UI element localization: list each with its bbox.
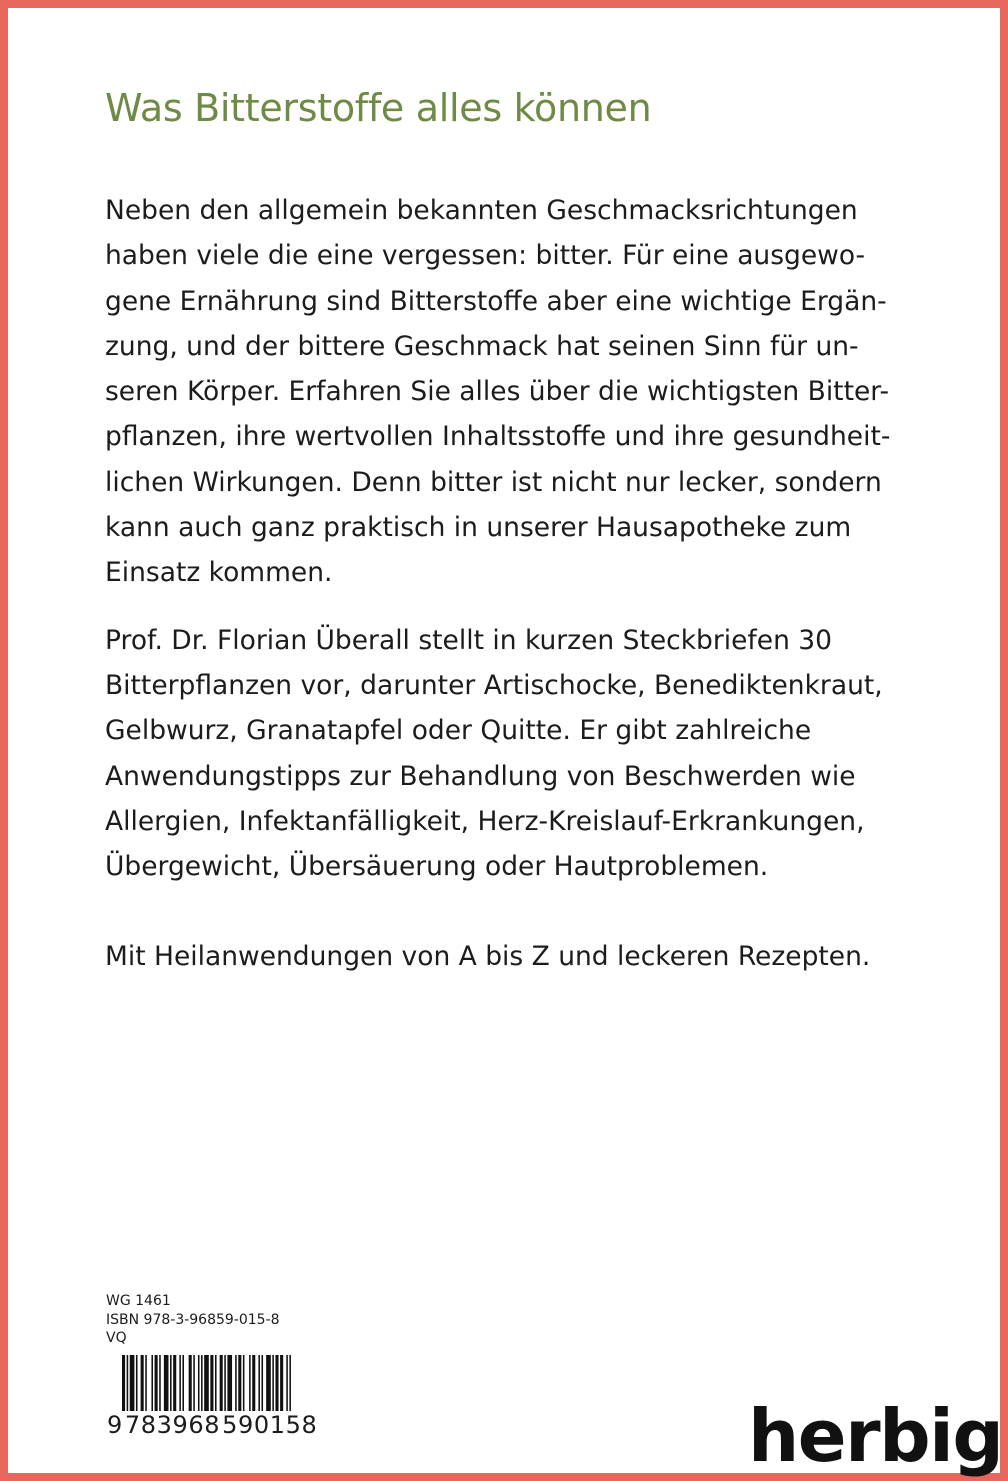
barcode-digits: [106, 1411, 368, 1439]
text-line: Neben den allgemein bekannten Geschmacksrichtungen: [105, 195, 858, 226]
text-line: kann auch ganz praktisch in unserer Hausapotheke zum: [105, 512, 852, 544]
text-line: gene Ernährung sind Bitterstoffe aber eine wichtige Ergän-: [105, 285, 887, 317]
text-line: seren Körper. Erfahren Sie alles über die wichtigsten Bitter-: [105, 376, 890, 408]
barcode-left-group: 783968: [124, 1411, 221, 1439]
text-line: Prof. Dr. Florian Überall stellt in kurzen Steckbriefen 30: [105, 624, 833, 656]
blurb: [105, 188, 925, 980]
text-line: Übergewicht, Übersäuerung oder Hautproblemen.: [105, 851, 769, 883]
text-line: haben viele die eine vergessen: bitter. Für eine ausgewo-: [105, 240, 866, 272]
text-line: zung, und der bittere Geschmack hat seinen Sinn für un-: [105, 330, 859, 362]
text-line: lichen Wirkungen. Denn bitter ist nicht nur lecker, sondern: [105, 466, 882, 498]
text-line: Gelbwurz, Granatapfel oder Quitte. Er gibt zahlreiche: [105, 715, 812, 747]
text-line: Allergien, Infektanfälligkeit, Herz-Kreislauf-Erkrankungen,: [105, 805, 865, 837]
text-line: Bitterpflanzen vor, darunter Artischocke, Benediktenkraut,: [105, 669, 883, 701]
isbn-barcode: [106, 1355, 368, 1439]
publisher-logo: herbig: [748, 1394, 1003, 1478]
text-line: Anwendungstipps zur Behandlung von Beschwerden wie: [105, 760, 856, 792]
book-meta: [106, 1292, 280, 1348]
isbn-number: ISBN 978-3-96859-015-8: [106, 1311, 280, 1328]
text-line: Mit Heilanwendungen von A bis Z und leckeren Rezepten.: [105, 941, 871, 973]
publisher-code: VQ: [106, 1330, 127, 1346]
warengruppe-code: WG 1461: [106, 1293, 171, 1309]
cover-heading: Was Bitterstoffe alles können: [105, 86, 652, 130]
blurb-paragraph-3: [105, 934, 925, 979]
blurb-paragraph-1: [105, 188, 925, 596]
blurb-paragraph-2: [105, 618, 925, 890]
barcode-right-group: 590158: [222, 1411, 318, 1439]
text-line: pflanzen, ihre wertvollen Inhaltsstoffe und ihre gesundheit-: [105, 421, 891, 453]
text-line: Einsatz kommen.: [105, 557, 333, 589]
barcode-first-digit: 9: [107, 1411, 123, 1439]
barcode-bars: [106, 1355, 368, 1415]
